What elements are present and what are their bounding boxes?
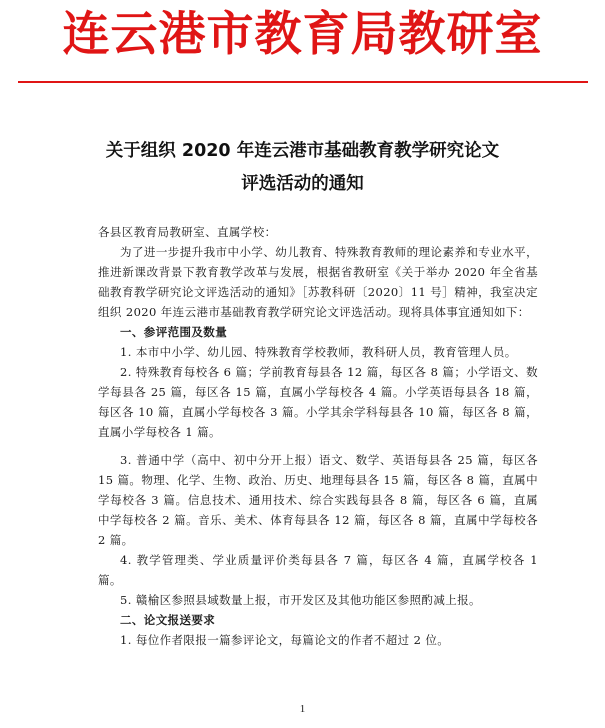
section-1-item-2: 2. 特殊教育每校各 6 篇；学前教育每县各 12 篇，每区各 8 篇；小学语文、数学每县各 25 篇，每区各 15 篇，直属小学每校各 4 篇。小学英语每县各 18 篇，每区各 10 篇，直属小学每校各 3 篇。小学其余学科每县各 10 篇，每区各 8 篇，直属小学每校各 1 篇。 (98, 365, 538, 439)
section-1-item-3: 3. 普通中学（高中、初中分开上报）语文、数学、英语每县各 25 篇，每区各 15 篇。物理、化学、生物、政治、历史、地理每县各 15 篇，每区各 8 篇，直属中学每校各 3 篇。信息技术、通用技术、综合实践每县各 8 篇，每区各 6 篇，直属中学每校各 2 篇。音乐、美术、体育每县各 12 篇，每区各 8 篇，直属中学每校各 2 篇。 (98, 453, 538, 547)
section-1-item-4: 4. 教学管理类、学业质量评价类每县各 7 篇，每区各 4 篇，直属学校各 1 篇。 (98, 553, 538, 587)
red-divider-rule (18, 81, 588, 83)
section-1-item-1: 1. 本市中小学、幼儿园、特殊教育学校教师，教科研人员，教育管理人员。 (120, 345, 517, 359)
document-title-line-2: 评选活动的通知 (241, 174, 364, 194)
document-body (98, 222, 538, 650)
page-number: 1 (299, 703, 306, 715)
document-title-line-1: 关于组织 2020 年连云港市基础教育教学研究论文 (105, 141, 500, 161)
section-2-item-1: 1. 每位作者限报一篇参评论文，每篇论文的作者不超过 2 位。 (120, 633, 450, 647)
section-1-item-5: 5. 赣榆区参照县域数量上报，市开发区及其他功能区参照酌减上报。 (120, 593, 481, 607)
masthead-title: 连云港市教育局教研室 (62, 7, 543, 62)
salutation: 各县区教育局教研室、直属学校： (98, 225, 277, 239)
section-heading-1: 一、参评范围及数量 (120, 325, 228, 339)
section-heading-2: 二、论文报送要求 (120, 613, 216, 627)
intro-paragraph: 为了进一步提升我市中小学、幼儿教育、特殊教育教师的理论素养和专业水平，推进新课改背景下教育教学改革与发展，根据省教研室《关于举办 2020 年全省基础教育教学研究论文评选活动的通知》［苏教科研〔2020〕11 号］精神，我室决定组织 2020 年连云港市基础教育教学研究论文评选活动。现将具体事宜通知如下： (98, 245, 538, 319)
